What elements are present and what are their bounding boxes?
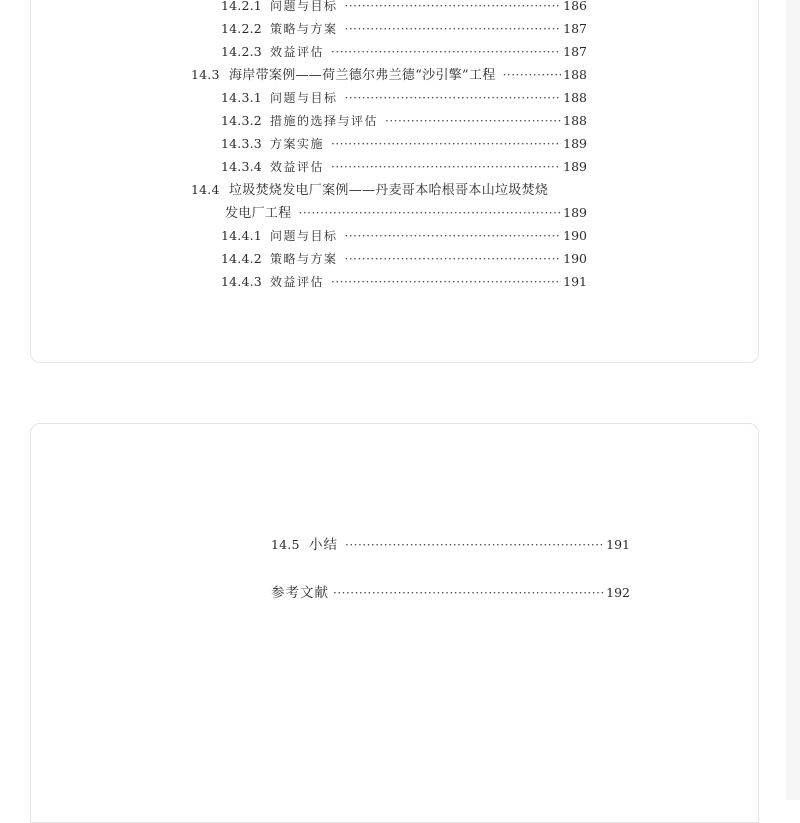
toc-leader-dots: [331, 274, 561, 290]
toc-entry-title: 问题与目标: [270, 229, 338, 243]
toc-entry-page: 188: [563, 67, 587, 82]
toc-entry-title: 策略与方案: [270, 252, 338, 266]
toc-entry-14-3-1[interactable]: [221, 90, 587, 106]
toc-entry-number: 14.3.3: [221, 136, 262, 151]
toc-entry-number: 14.4.1: [221, 228, 262, 243]
toc-entry-page: 191: [563, 274, 587, 289]
toc-entry-page: 190: [563, 228, 587, 243]
toc-entry-title: 方案实施: [270, 137, 325, 151]
toc-entry-page: 187: [563, 44, 587, 59]
toc-entry-page: 192: [606, 585, 630, 600]
toc-leader-dots: [331, 44, 561, 60]
toc-entry-page: 189: [563, 159, 587, 174]
toc-entry-title: 效益评估: [270, 160, 325, 174]
document-page-1: [30, 0, 759, 363]
toc-entry-number: 14.2.1: [221, 0, 262, 13]
toc-entry-title: 效益评估: [270, 275, 325, 289]
toc-entry-number: 14.3.2: [221, 113, 262, 128]
toc-entry-title: 措施的选择与评估: [270, 114, 379, 128]
toc-entry-number: 14.3.4: [221, 159, 262, 174]
toc-entry-title: 策略与方案: [270, 22, 338, 36]
toc-entry-number: 14.2.2: [221, 21, 262, 36]
toc-leader-dots: [333, 585, 604, 601]
toc-entry-14-3-2[interactable]: [221, 113, 587, 129]
toc-leader-dots: [345, 228, 562, 244]
toc-entry-number: 14.4: [191, 182, 220, 197]
toc-leader-dots: [345, 251, 562, 267]
toc-entry-number: 14.3: [191, 67, 220, 82]
toc-entry-title: 小结: [309, 537, 338, 553]
toc-leader-dots: [503, 67, 562, 83]
toc-entry-title: 发电厂工程: [225, 206, 292, 221]
toc-entry-page: 191: [606, 537, 630, 552]
toc-entry-title: 效益评估: [270, 45, 325, 59]
toc-entry-number: 14.5: [271, 537, 300, 552]
toc-entry-14-4-continued[interactable]: [225, 205, 587, 221]
toc-entry-title: 参考文献: [271, 585, 329, 601]
toc-entry-references[interactable]: [271, 585, 630, 601]
toc-entry-14-2-3[interactable]: [221, 44, 587, 60]
toc-entry-page: 190: [563, 251, 587, 266]
toc-entry-page: 189: [563, 136, 587, 151]
toc-entry-number: 14.4.3: [221, 274, 262, 289]
toc-entry-number: 14.3.1: [221, 90, 262, 105]
toc-entry-page: 188: [563, 90, 587, 105]
toc-entry-title: 问题与目标: [270, 0, 338, 13]
toc-leader-dots: [345, 0, 562, 14]
toc-leader-dots: [331, 136, 561, 152]
toc-entry-14-2-1[interactable]: [221, 0, 587, 14]
toc-entry-page: 189: [563, 205, 587, 220]
toc-entry-page: 188: [563, 113, 587, 128]
toc-entry-number: 14.2.3: [221, 44, 262, 59]
toc-entry-title: 海岸带案例——荷兰德尔弗兰德“沙引擎”工程: [229, 68, 496, 83]
toc-entry-14-3-3[interactable]: [221, 136, 587, 152]
toc-leader-dots: [345, 90, 562, 106]
toc-entry-14-3-4[interactable]: [221, 159, 587, 175]
toc-entry-14-4-2[interactable]: [221, 251, 587, 267]
toc-entry-14-4-3[interactable]: [221, 274, 587, 290]
toc-leader-dots: [331, 159, 561, 175]
toc-entry-14-2-2[interactable]: [221, 21, 587, 37]
toc-entry-14-4[interactable]: [191, 182, 587, 198]
viewer-scroll-edge: [786, 0, 800, 800]
document-page-2: [30, 423, 759, 823]
toc-leader-dots: [345, 21, 562, 37]
toc-entry-title: 垃圾焚烧发电厂案例——丹麦哥本哈根哥本山垃圾焚烧: [229, 183, 549, 198]
toc-leader-dots: [299, 205, 562, 221]
toc-leader-dots: [385, 113, 561, 129]
toc-entry-number: 14.4.2: [221, 251, 262, 266]
toc-entry-page: 186: [563, 0, 587, 13]
toc-leader-dots: [345, 537, 604, 553]
toc-entry-page: 187: [563, 21, 587, 36]
toc-entry-14-4-1[interactable]: [221, 228, 587, 244]
toc-entry-title: 问题与目标: [270, 91, 338, 105]
toc-entry-14-5[interactable]: [271, 537, 630, 553]
toc-entry-14-3[interactable]: [191, 67, 587, 83]
